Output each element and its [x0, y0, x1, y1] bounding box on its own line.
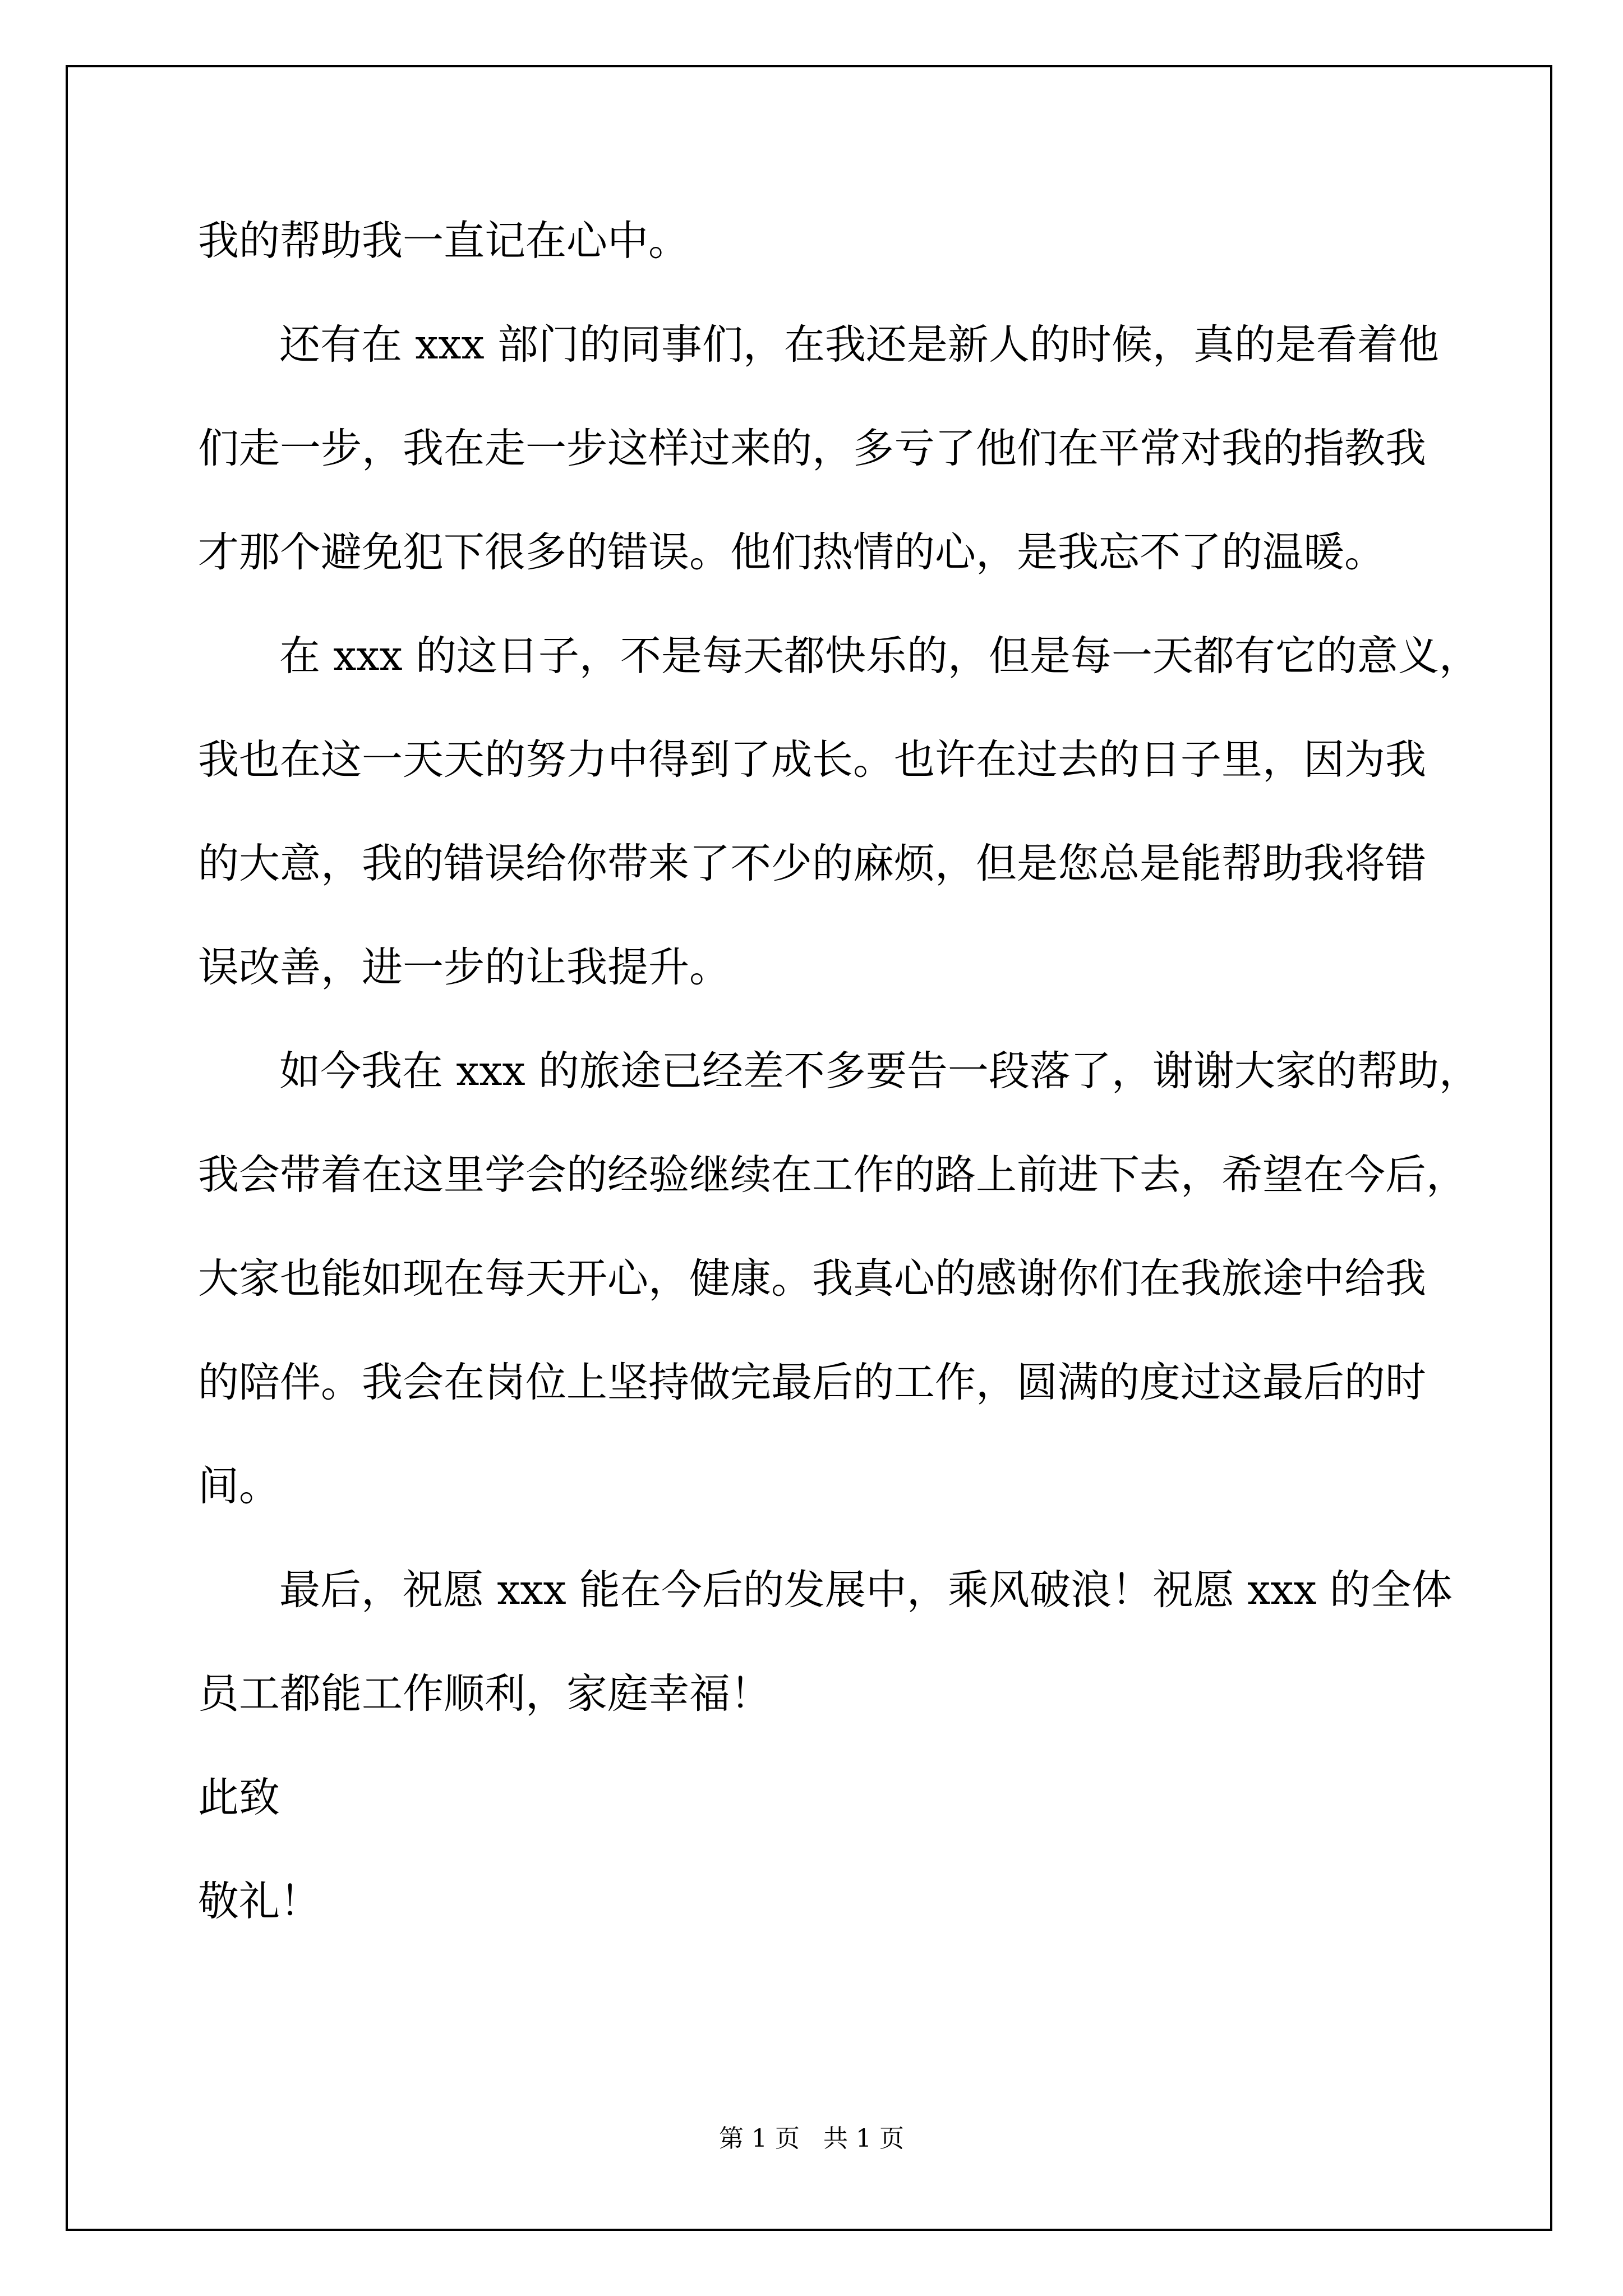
- text-line: 间。: [198, 1462, 280, 1510]
- closing-line: 此致: [198, 1774, 280, 1821]
- paragraph-start-line: 在 xxx 的这日子，不是每天都快乐的，但是每一天都有它的意义，: [279, 632, 1480, 680]
- paragraph-start-line: 还有在 xxx 部门的同事们，在我还是新人的时候，真的是看着他: [279, 321, 1439, 369]
- text-line: 的陪伴。我会在岗位上坚持做完最后的工作，圆满的度过这最后的时: [198, 1359, 1426, 1406]
- text-line: 们走一步，我在走一步这样过来的，多亏了他们在平常对我的指教我: [198, 425, 1426, 472]
- text-line: 我的帮助我一直记在心中。: [198, 217, 689, 265]
- text-line: 我会带着在这里学会的经验继续在工作的路上前进下去，希望在今后，: [198, 1151, 1467, 1199]
- page-number-footer: 第 1 页 共 1 页: [719, 2124, 904, 2153]
- paragraph-start-line: 如今我在 xxx 的旅途已经差不多要告一段落了，谢谢大家的帮助，: [279, 1047, 1480, 1095]
- text-line: 大家也能如现在每天开心，健康。我真心的感谢你们在我旅途中给我: [198, 1255, 1426, 1303]
- text-line: 员工都能工作顺利，家庭幸福！: [198, 1670, 771, 1718]
- text-line: 才那个避免犯下很多的错误。他们热情的心，是我忘不了的温暖。: [198, 528, 1385, 576]
- paragraph-start-line: 最后，祝愿 xxx 能在今后的发展中，乘风破浪！祝愿 xxx 的全体: [279, 1566, 1453, 1614]
- text-line: 我也在这一天天的努力中得到了成长。也许在过去的日子里，因为我: [198, 736, 1426, 784]
- text-line: 的大意，我的错误给你带来了不少的麻烦，但是您总是能帮助我将错: [198, 840, 1426, 887]
- salutation-line: 敬礼！: [198, 1878, 321, 1925]
- text-line: 误改善，进一步的让我提升。: [198, 944, 730, 991]
